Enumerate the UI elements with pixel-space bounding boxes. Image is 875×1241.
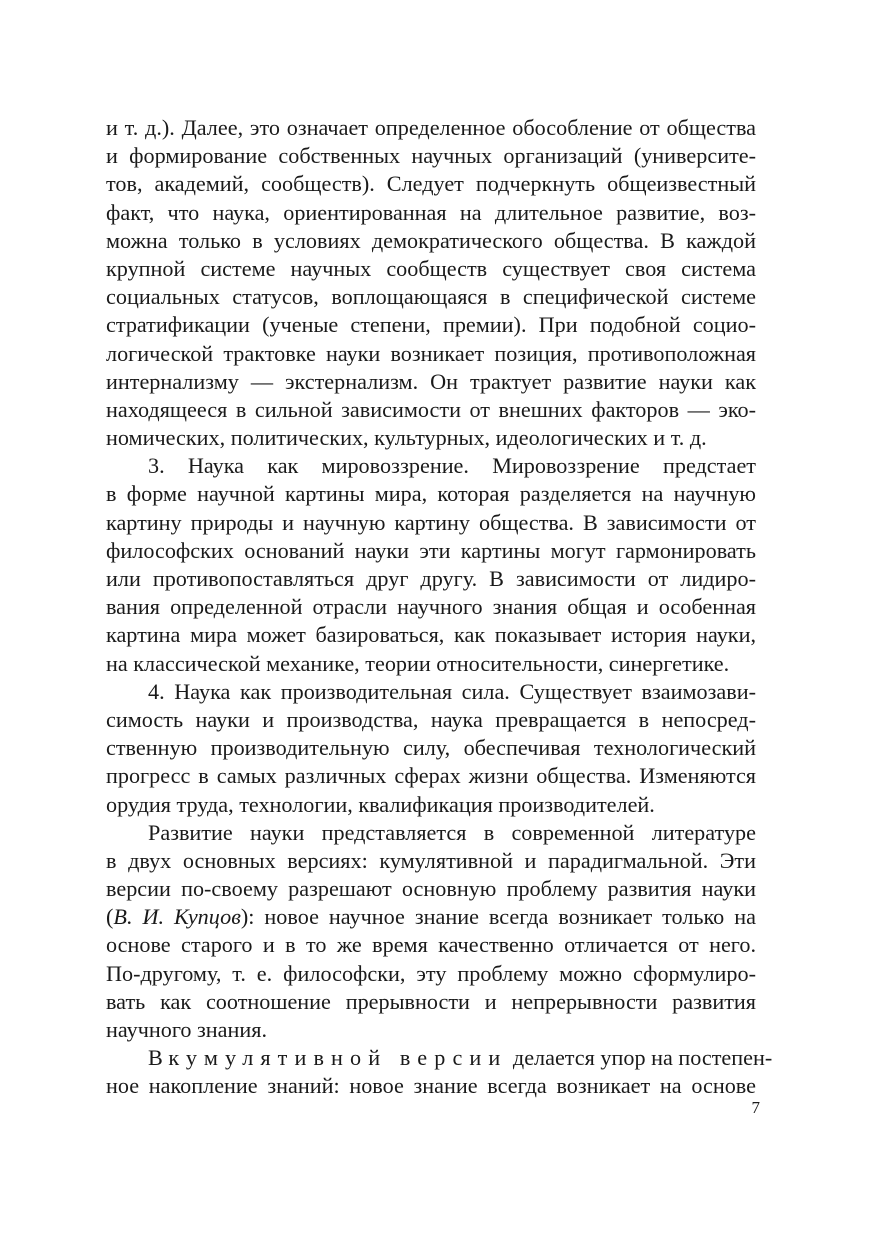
text-line: номических, политических, культурных, идеологических и т. д. [106, 425, 707, 451]
text-line: картина мира может базироваться, как показывает история науки, [106, 622, 756, 648]
text-line: научного знания. [106, 1017, 267, 1042]
text-line: и формирование собственных научных организаций (университе- [106, 143, 756, 169]
text-line: вать как соотношение прерывности и непрерывности развития [106, 988, 756, 1014]
text-line: основе старого и в то же время качественно отличается от него. [106, 932, 756, 958]
text-line: прогресс в самых различных сферах жизни общества. Изменяются [106, 763, 756, 789]
text-line: социальных статусов, воплощающаяся в специфической системе [106, 284, 756, 310]
text-line: По-другому, т. е. философски, эту проблему можно сформулиро- [106, 960, 756, 986]
text-line: Развитие науки представляется в современной литературе [148, 819, 756, 845]
text-line: 3. Наука как мировоззрение. Мировоззрение предстает [148, 453, 756, 479]
text-line: вания определенной отрасли научного знания общая и особенная [106, 594, 756, 620]
text-line: факт, что наука, ориентированная на длительное развитие, воз- [106, 199, 756, 225]
text-line: находящееся в сильной зависимости от внешних факторов — эко- [106, 396, 756, 422]
text-line: стратификации (ученые степени, премии). При подобной социо- [106, 312, 756, 338]
page-number: 7 [751, 1098, 760, 1117]
text-line: ное накопление знаний: новое знание всегда возникает на основе [106, 1073, 756, 1099]
text-line: картину природы и научную картину общества. В зависимости от [106, 509, 756, 535]
text-line-with-author [106, 903, 756, 931]
text-line: 4. Наука как производительная сила. Существует взаимозави- [148, 678, 756, 704]
text-line: тов, академий, сообществ). Следует подчеркнуть общеизвестный [106, 171, 756, 197]
text-line: философских оснований науки эти картины могут гармонировать [106, 537, 756, 563]
text-line: можна только в условиях демократического общества. В каждой [106, 227, 756, 253]
text-line: крупной системе научных сообществ существует своя система [106, 255, 756, 281]
text-line: и т. д.). Далее, это означает определенное обособление от общества [106, 115, 756, 140]
text-line: интернализму — экстернализм. Он трактует развитие науки как [106, 368, 756, 394]
author-name: В. И. Купцов [113, 904, 241, 930]
text-line: версии по-своему разрешают основную проблему развития науки [106, 876, 756, 902]
text-line: симость науки и производства, наука превращается в непосред- [106, 706, 756, 732]
body-text [106, 114, 773, 1101]
text-line: в форме научной картины мира, которая разделяется на научную [106, 481, 756, 507]
text-fragment: ): новое научное знание всегда возникает только на [240, 904, 756, 930]
spaced-term: кумулятивной версии [168, 1045, 508, 1071]
text-line: в двух основных версиях: кумулятивной и парадигмальной. Эти [106, 847, 756, 873]
text-fragment: делается упор на постепен- [507, 1045, 773, 1071]
text-line-with-spaced-term [106, 1044, 773, 1072]
text-line: логической трактовке науки возникает позиция, противоположная [106, 340, 756, 366]
text-line: ственную производительную силу, обеспечивая технологический [106, 735, 756, 761]
text-line: орудия труда, технологии, квалификация производителей. [106, 791, 655, 817]
open-paren: ( [106, 904, 114, 930]
text-line: на классической механике, теории относительности, синергетике. [106, 650, 730, 676]
text-fragment: В [148, 1045, 163, 1071]
text-line: или противопоставляться друг другу. В зависимости от лидиро- [106, 566, 756, 591]
